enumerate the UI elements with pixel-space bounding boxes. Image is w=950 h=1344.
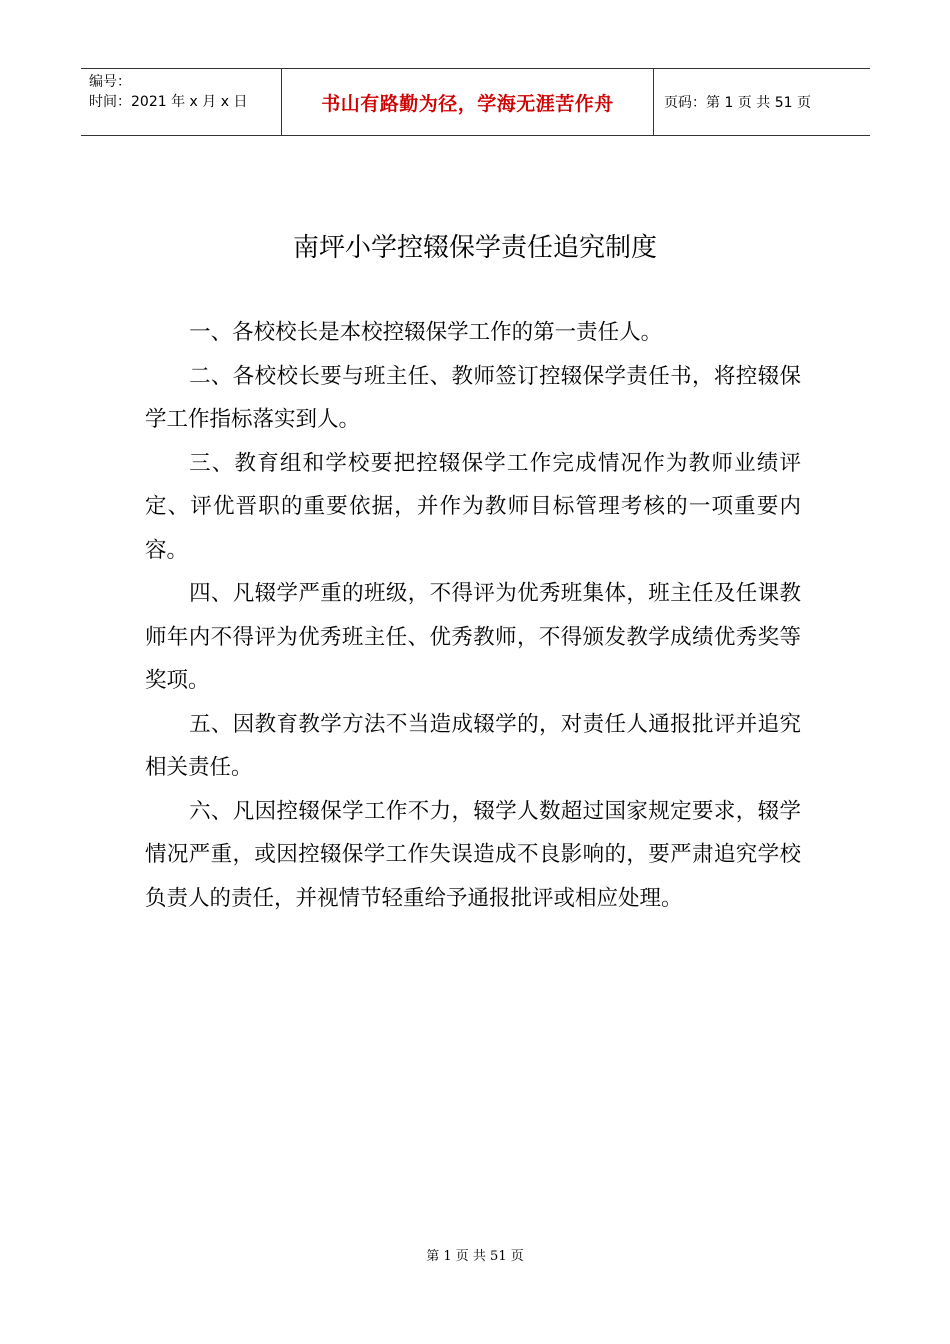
paragraph: 一、各校校长是本校控辍保学工作的第一责任人。: [189, 320, 663, 345]
header-meta: [81, 69, 281, 135]
header-page-info-cell: [654, 69, 870, 135]
header-motto-cell: [281, 69, 654, 135]
paragraph: 二、各校校长要与班主任、教师签订控辍保学责任书，将控辍保学工作指标落实到人。: [145, 363, 801, 432]
page-footer: 第 1 页 共 51 页: [426, 1249, 524, 1264]
document-header: [81, 68, 870, 136]
header-motto: 书山有路勤为径，学海无涯苦作舟: [321, 92, 614, 115]
document-number-label: 编号：: [89, 74, 131, 90]
paragraph: 五、因教育教学方法不当造成辍学的，对责任人通报批评并追究相关责任。: [145, 711, 801, 780]
document-time-label: 时间：2021 年 x 月 x 日: [89, 94, 248, 110]
paragraph: 三、教育组和学校要把控辍保学工作完成情况作为教师业绩评定、评优晋职的重要依据，并作为教师目标管理考核的一项重要内容。: [145, 450, 801, 563]
document-title: 南坪小学控辍保学责任追究制度: [292, 233, 657, 263]
paragraph: 四、凡辍学严重的班级，不得评为优秀班集体，班主任及任课教师年内不得评为优秀班主任、优秀教师，不得颁发教学成绩优秀奖等奖项。: [145, 581, 801, 693]
document-body: [145, 311, 801, 920]
paragraph: 六、凡因控辍保学工作不力，辍学人数超过国家规定要求，辍学情况严重，或因控辍保学工作失误造成不良影响的，要严肃追究学校负责人的责任，并视情节轻重给予通报批评或相应处理。: [145, 798, 801, 911]
header-page-info: 页码：第 1 页 共 51 页: [664, 95, 811, 111]
